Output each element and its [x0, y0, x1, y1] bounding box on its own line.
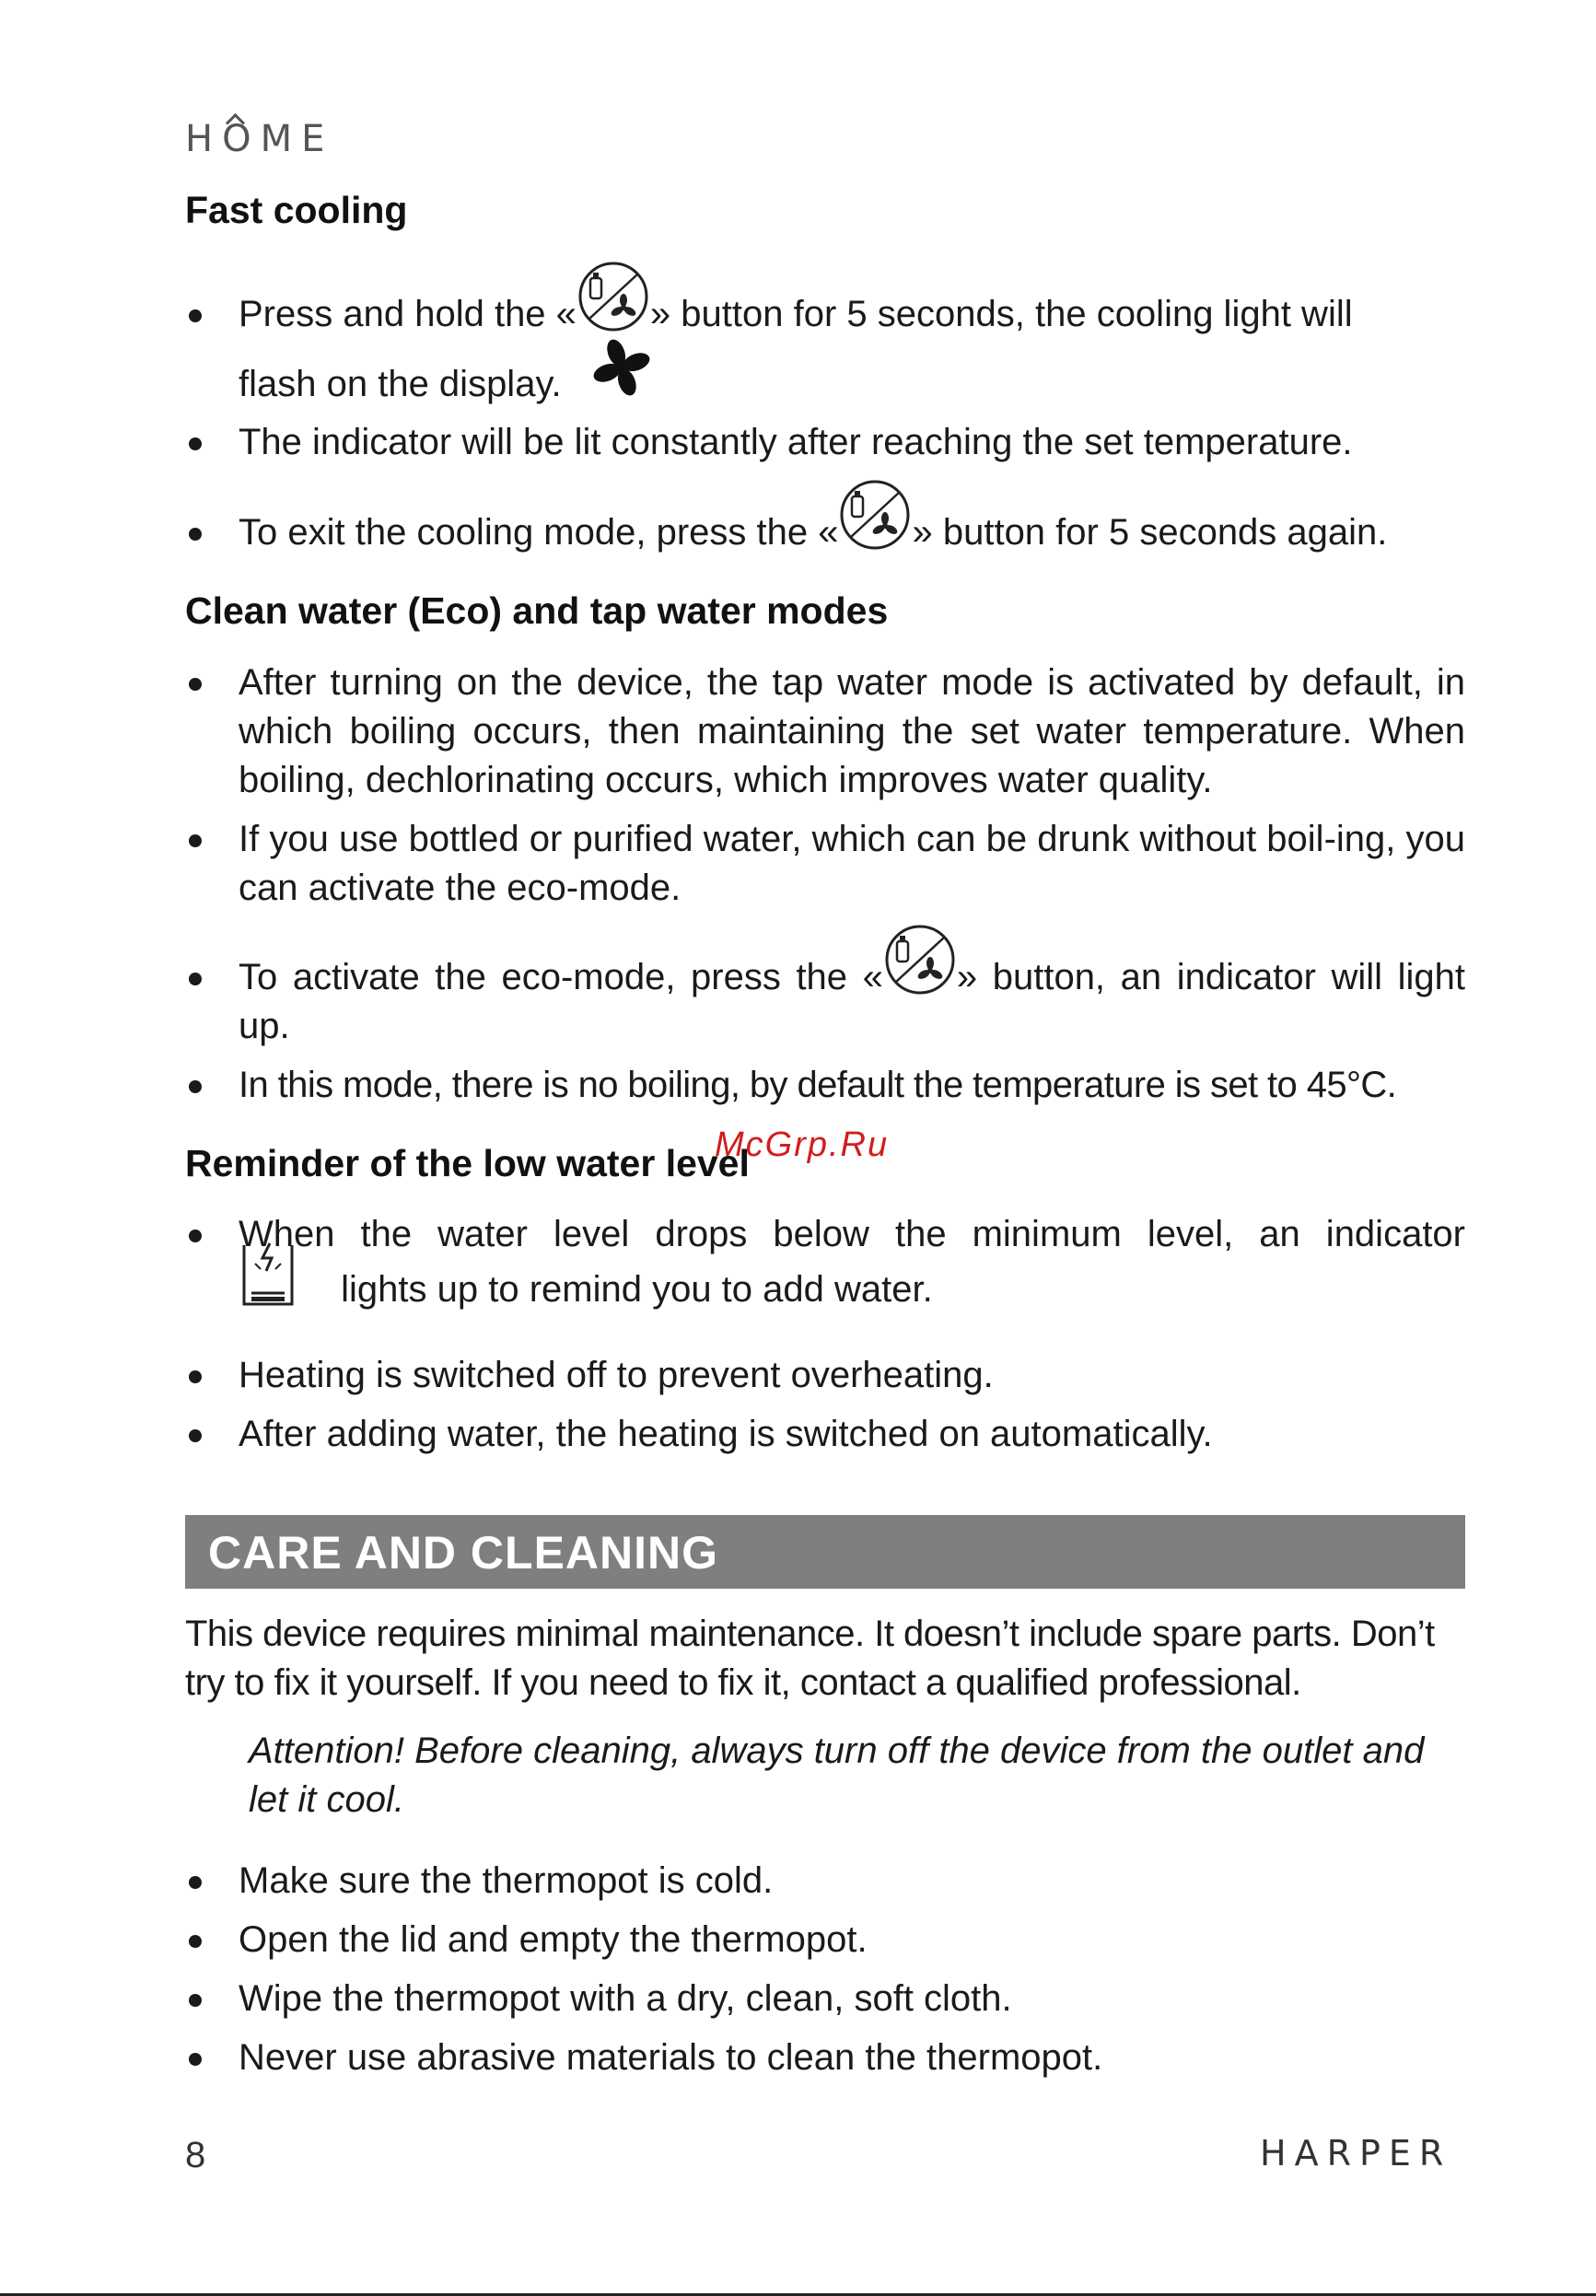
- bottle-fan-button-icon: [883, 923, 957, 996]
- bullet-dot: [189, 437, 202, 450]
- bullet-dot: [189, 1080, 202, 1093]
- water-modes-heading: Clean water (Eco) and tap water modes: [185, 589, 889, 632]
- bullet-dot: [189, 1994, 202, 2007]
- bottle-fan-button-icon: [838, 478, 912, 552]
- bullet-dot: [189, 1230, 202, 1242]
- bullet-dot: [189, 1876, 202, 1889]
- bullet-dot: [189, 678, 202, 691]
- fast-cooling-heading: Fast cooling: [185, 189, 408, 231]
- page-number: 8: [185, 2135, 206, 2175]
- low-water-heading: Reminder of the low water level: [185, 1142, 750, 1184]
- watermark: McGrp.Ru: [715, 1125, 890, 1164]
- fan-icon: [588, 334, 655, 401]
- home-logo: HOME: [185, 118, 334, 160]
- bullet-dot: [189, 2053, 202, 2066]
- bottle-fan-button-icon: [577, 260, 650, 333]
- care-cleaning-banner: [185, 1515, 1465, 1589]
- bullet-dot: [189, 834, 202, 847]
- care-intro: This device requires minimal maintenance. It doesn’t include spare parts. Don’t try to fix it yourself. If you need to fix it, contact a qualified professional.: [185, 1614, 1435, 1703]
- bullet-dot: [189, 973, 202, 985]
- banner-title: CARE AND CLEANING: [208, 1527, 719, 1579]
- bullet-dot: [189, 1429, 202, 1442]
- low-water-icon: [239, 1240, 297, 1310]
- bullet-dot: [189, 1935, 202, 1948]
- brand-logo: HARPER: [1260, 2133, 1452, 2174]
- bullet-dot: [189, 1370, 202, 1383]
- bullet-dot: [189, 528, 202, 541]
- bullet-dot: [189, 309, 202, 322]
- attention-note: Attention! Before cleaning, always turn off the device from the outlet and let it cool.: [249, 1731, 1425, 1820]
